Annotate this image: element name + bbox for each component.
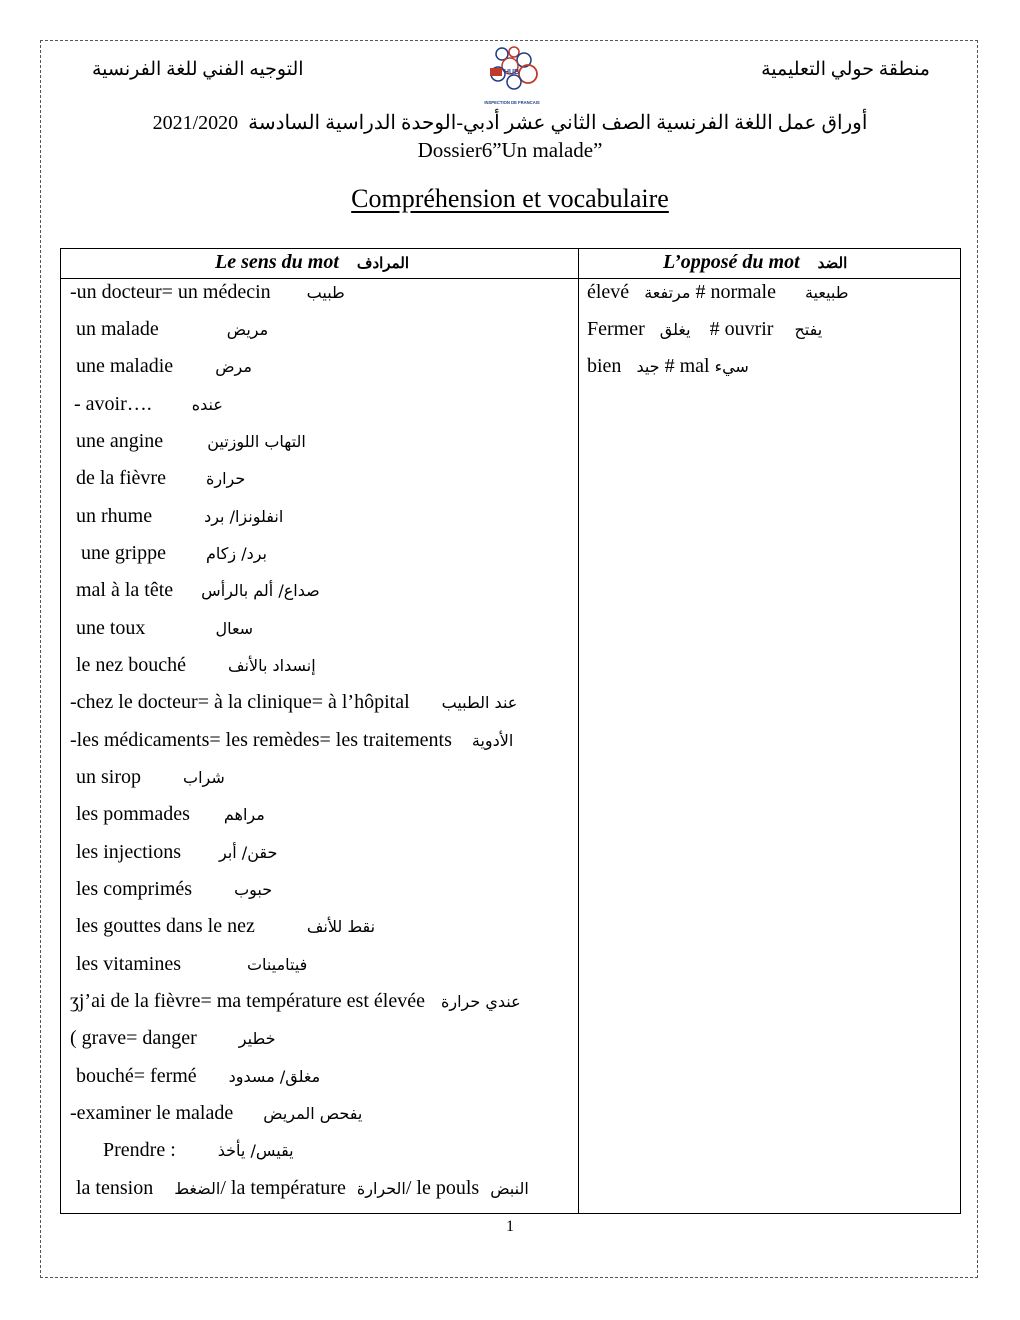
vocab-ar: إنسداد بالأنف	[227, 656, 316, 675]
vocab-fr: le pouls	[416, 1177, 480, 1199]
vocab-ar: مراهم	[223, 805, 265, 824]
opposite-hash: #	[709, 318, 720, 340]
vocab-row	[76, 318, 268, 346]
vocab-ar: حبوب	[234, 880, 273, 899]
vocab-fr: les gouttes dans le nez	[76, 915, 255, 937]
opposite-ar: يغلق	[659, 320, 691, 339]
vocab-ar: يقيس/ يأخذ	[217, 1141, 294, 1160]
vocab-row	[76, 766, 225, 794]
vocab-fr: la tension	[76, 1177, 154, 1199]
worksheet-arabic-title	[0, 110, 1020, 135]
opposite-ar: يفتح	[794, 320, 823, 339]
school-year: 2021/2020	[152, 112, 239, 134]
vocab-row-measurements	[76, 1177, 529, 1205]
vocab-fr: une maladie	[76, 355, 174, 377]
vocab-fr: ( grave= danger	[70, 1027, 197, 1049]
vocab-fr: les vitamines	[76, 953, 181, 975]
vocab-ar: مغلق/ مسدود	[228, 1067, 321, 1086]
vocab-row	[70, 729, 513, 757]
opposite-fr: normale	[710, 281, 776, 303]
opposite-row	[587, 355, 749, 383]
vocab-fr: ʒj’ai de la fièvre= ma température est élevée	[70, 990, 425, 1012]
opposite-row	[587, 318, 822, 346]
opposite-fr: Fermer	[587, 318, 645, 340]
vocab-fr: une toux	[76, 617, 146, 639]
worksheet-description: أوراق عمل اللغة الفرنسية الصف الثاني عشر أدبي-الوحدة الدراسية السادسة	[248, 112, 868, 134]
vocab-ar: شراب	[183, 768, 225, 787]
vocab-fr: une angine	[76, 430, 164, 452]
vocab-row	[103, 1139, 294, 1167]
vocab-row	[70, 990, 521, 1018]
vocab-ar: حرارة	[205, 469, 246, 488]
vocab-row	[76, 878, 272, 906]
opposite-hash: #	[695, 281, 706, 303]
header-rule	[61, 278, 960, 279]
separator: /	[220, 1177, 226, 1199]
vocab-row	[76, 841, 277, 869]
header-district: منطقة حولي التعليمية	[761, 59, 930, 80]
vocab-fr: -examiner le malade	[70, 1102, 234, 1124]
vocab-row	[76, 617, 253, 645]
vocab-row	[76, 953, 307, 981]
vocab-row	[70, 691, 517, 719]
vocabulary-table	[60, 248, 961, 1214]
vocab-ar: النبض	[490, 1179, 529, 1198]
opposite-ar: سيء	[714, 357, 749, 376]
opposite-fr: mal	[679, 355, 710, 377]
opposite-hash: #	[664, 355, 675, 377]
vocab-fr: de la fièvre	[76, 467, 166, 489]
vocab-row	[70, 281, 345, 309]
opposites-header-ar: الضد	[817, 256, 848, 272]
vocab-ar: مريض	[226, 320, 269, 339]
vocab-ar: برد/ زكام	[205, 544, 267, 563]
vocab-fr: - avoir….	[74, 393, 152, 415]
vocab-ar: الضغط	[174, 1179, 221, 1198]
vocab-ar: خطير	[238, 1029, 276, 1048]
vocab-row	[70, 1027, 275, 1055]
opposite-fr: élevé	[587, 281, 630, 303]
column-divider	[578, 249, 579, 1213]
opposite-fr: ouvrir	[724, 318, 774, 340]
vocab-row	[76, 654, 316, 682]
synonyms-column-header	[215, 251, 409, 274]
vocab-fr: bouché= fermé	[76, 1065, 197, 1087]
vocab-row	[76, 579, 320, 607]
vocab-ar: عنده	[191, 395, 223, 414]
vocab-ar: الأدوية	[471, 731, 514, 750]
vocab-ar: عند الطبيب	[441, 693, 518, 712]
opposites-header-label: L’opposé du mot	[663, 251, 800, 273]
vocab-ar: انفلونزا/ برد	[204, 507, 284, 526]
vocab-fr: -un docteur= un médecin	[70, 281, 271, 303]
vocab-row	[76, 467, 245, 495]
vocab-row	[81, 542, 267, 570]
vocab-fr: les comprimés	[76, 878, 193, 900]
vocab-row	[76, 803, 265, 831]
page-title: Compréhension et vocabulaire	[351, 184, 669, 213]
vocab-row	[76, 430, 306, 458]
vocab-fr: un sirop	[76, 766, 141, 788]
vocab-fr: un rhume	[76, 505, 153, 527]
dossier-title: Dossier6”Un malade”	[417, 138, 603, 162]
logo-text: HUB	[504, 69, 520, 76]
vocab-ar: نقط للأنف	[306, 917, 376, 936]
vocab-row	[70, 1102, 362, 1130]
vocab-fr: le nez bouché	[76, 654, 186, 676]
logo-caption: INSPECTION DE FRANCAIS	[484, 100, 540, 105]
vocab-fr: -chez le docteur= à la clinique= à l’hôpital	[70, 691, 410, 713]
vocab-ar: حقن/ أبر	[218, 843, 278, 862]
opposite-ar: طبيعية	[804, 283, 849, 302]
opposite-ar: جيد	[636, 357, 660, 376]
vocab-ar: الحرارة	[356, 1179, 406, 1198]
opposite-fr: bien	[587, 355, 622, 377]
vocab-row	[76, 505, 283, 533]
vocab-ar: صداع/ ألم بالرأس	[201, 581, 320, 600]
opposite-ar: مرتفعة	[644, 283, 691, 302]
vocab-fr: -les médicaments= les remèdes= les traitements	[70, 729, 452, 751]
opposites-column-header	[663, 251, 847, 274]
vocab-ar: مرض	[215, 357, 252, 376]
synonyms-header-ar: المرادف	[356, 256, 409, 272]
vocab-ar: التهاب اللوزتين	[207, 432, 306, 451]
vocab-fr: les pommades	[76, 803, 190, 825]
vocab-fr: un malade	[76, 318, 159, 340]
vocab-fr: Prendre :	[103, 1139, 176, 1161]
vocab-fr: la température	[230, 1177, 346, 1199]
vocab-ar: عندي حرارة	[440, 992, 521, 1011]
vocab-ar: فيتامينات	[246, 955, 308, 974]
page-number: 1	[506, 1218, 514, 1235]
vocab-fr: une grippe	[81, 542, 166, 564]
vocab-row	[76, 915, 375, 943]
vocab-fr: les injections	[76, 841, 181, 863]
separator: /	[405, 1177, 412, 1199]
hub-logo	[484, 44, 540, 108]
header-directorate: التوجيه الفني للغة الفرنسية	[92, 59, 304, 80]
synonyms-header-label: Le sens du mot	[215, 251, 339, 273]
vocab-row	[76, 355, 252, 383]
vocab-row	[74, 393, 223, 421]
vocab-row	[76, 1065, 320, 1093]
vocab-ar: طبيب	[306, 283, 345, 302]
vocab-fr: mal à la tête	[76, 579, 174, 601]
vocab-ar: سعال	[215, 619, 254, 638]
vocab-ar: يفحص المريض	[263, 1104, 363, 1123]
opposite-row	[587, 281, 848, 309]
